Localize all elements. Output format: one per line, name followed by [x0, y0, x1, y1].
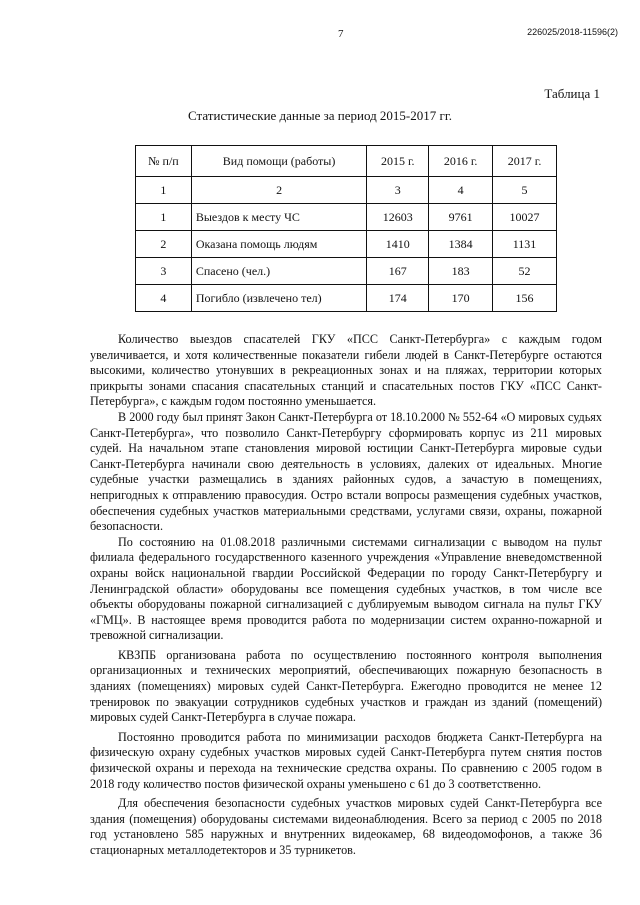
table-cell: 167 — [367, 258, 429, 285]
paragraph-rescue-stats: Количество выездов спасателей ГКУ «ПСС Санкт-Петербурга» с каждым годом увеличивается, и хотя количественные показатели гибели людей в Санкт-Петербурге остаются высокими, количество утонувших в рекреационных зонах и на пляжах, территории которых прикрыты зонами спасания спасательных станций и спасательных постов ГКУ «ПСС Санкт-Петербурга», с каждым годом постоянно уменьшается. — [90, 332, 602, 409]
document-id: 226025/2018-11596(2) — [527, 27, 618, 37]
table-cell: 2 — [191, 177, 367, 204]
table-cell: 174 — [367, 285, 429, 312]
table-cell: 1410 — [367, 231, 429, 258]
table-cell: 183 — [429, 258, 493, 285]
table-label: Таблица 1 — [544, 86, 600, 101]
table-header-row — [136, 146, 557, 177]
table-cell: 2 — [136, 231, 192, 258]
table-cell: 1384 — [429, 231, 493, 258]
table-cell: 4 — [429, 177, 493, 204]
table-cell: 4 — [136, 285, 192, 312]
table-cell: Оказана помощь людям — [191, 231, 367, 258]
table-cell: 156 — [493, 285, 557, 312]
table-cell: Спасено (чел.) — [191, 258, 367, 285]
paragraph-law-2000: В 2000 году был принят Закон Санкт-Петербурга от 18.10.2000 № 552-64 «О мировых судьях Санкт-Петербурга», что позволило Санкт-Петербургу сформировать корпус из 211 мировых судей. На начальном этапе становления мировой юстиции Санкт-Петербурга мировые судьи Санкт-Петербурга начинали свою деятельность в условиях, далеких от идеальных. Многие судебные участки размещались в зданиях районных судов, а зачастую в помещениях, непригодных к отправлению правосудия. Остро встали вопросы размещения судебных участков, обеспечения судебных участков материальными средствами, услугами связи, охраны, пожарной безопасности. — [90, 409, 602, 534]
header-cell-2015: 2015 г. — [367, 146, 429, 177]
table-cell: 1 — [136, 177, 192, 204]
table-cell: 52 — [493, 258, 557, 285]
table-cell: 1 — [136, 204, 192, 231]
table-row — [136, 231, 557, 258]
table-cell: Выездов к месту ЧС — [191, 204, 367, 231]
header-cell-2016: 2016 г. — [429, 146, 493, 177]
table-row — [136, 285, 557, 312]
statistics-table — [135, 145, 557, 312]
table-row — [136, 177, 557, 204]
table-cell: 12603 — [367, 204, 429, 231]
table-cell: 3 — [367, 177, 429, 204]
table-row — [136, 258, 557, 285]
header-cell-number: № п/п — [136, 146, 192, 177]
paragraph-budget: Постоянно проводится работа по минимизации расходов бюджета Санкт-Петербурга на физическую охрану судебных участков мировых судей Санкт-Петербурга путем снятия постов физической охраны и перехода на технические средства охраны. По сравнению с 2005 годом в 2018 году количество постов физической охраны уменьшено с 61 до 3 соответственно. — [90, 729, 602, 791]
table-row — [136, 204, 557, 231]
document-body — [90, 332, 602, 859]
table-cell: 170 — [429, 285, 493, 312]
table-cell: 10027 — [493, 204, 557, 231]
header-cell-type: Вид помощи (работы) — [191, 146, 367, 177]
table-cell: 5 — [493, 177, 557, 204]
table-cell: 3 — [136, 258, 192, 285]
table-cell: Погибло (извлечено тел) — [191, 285, 367, 312]
header-cell-2017: 2017 г. — [493, 146, 557, 177]
table-cell: 9761 — [429, 204, 493, 231]
paragraph-alarm-systems: По состоянию на 01.08.2018 различными системами сигнализации с выводом на пульт филиала федерального государственного казенного учреждения «Управление вневедомственной охраны войск национальной гвардии Российской Федерации по городу Санкт-Петербургу и Ленинградской области» оборудованы все помещения судебных участков, в том числе все объекты оборудованы пожарной сигнализацией с дублируемым выводом сигнала на пульт ГКУ «ГМЦ». В настоящее время проводится работа по модернизации систем охранно-пожарной и тревожной сигнализации. — [90, 534, 602, 643]
table-cell: 1131 — [493, 231, 557, 258]
page-number: 7 — [338, 28, 344, 40]
table-title: Статистические данные за период 2015-2017 гг. — [188, 108, 452, 123]
paragraph-video-surveillance: Для обеспечения безопасности судебных участков мировых судей Санкт-Петербурга все здания (помещения) оборудованы системами видеонаблюдения. Всего за период с 2005 по 2018 год установлено 585 наружных и внутренних видеокамер, 68 видеодомофонов, а также 36 стационарных металлодетекторов и 35 турникетов. — [90, 796, 602, 857]
paragraph-fire-safety: КВЗПБ организована работа по осуществлению постоянного контроля выполнения организационных и технических мероприятий, обеспечивающих пожарную безопасность в зданиях (помещениях) мировых судей Санкт-Петербурга. Ежегодно проводится не менее 12 тренировок по эвакуации сотрудников судебных участков и граждан из зданий (помещений) мировых судей Санкт-Петербурга в случае пожара. — [90, 647, 602, 725]
